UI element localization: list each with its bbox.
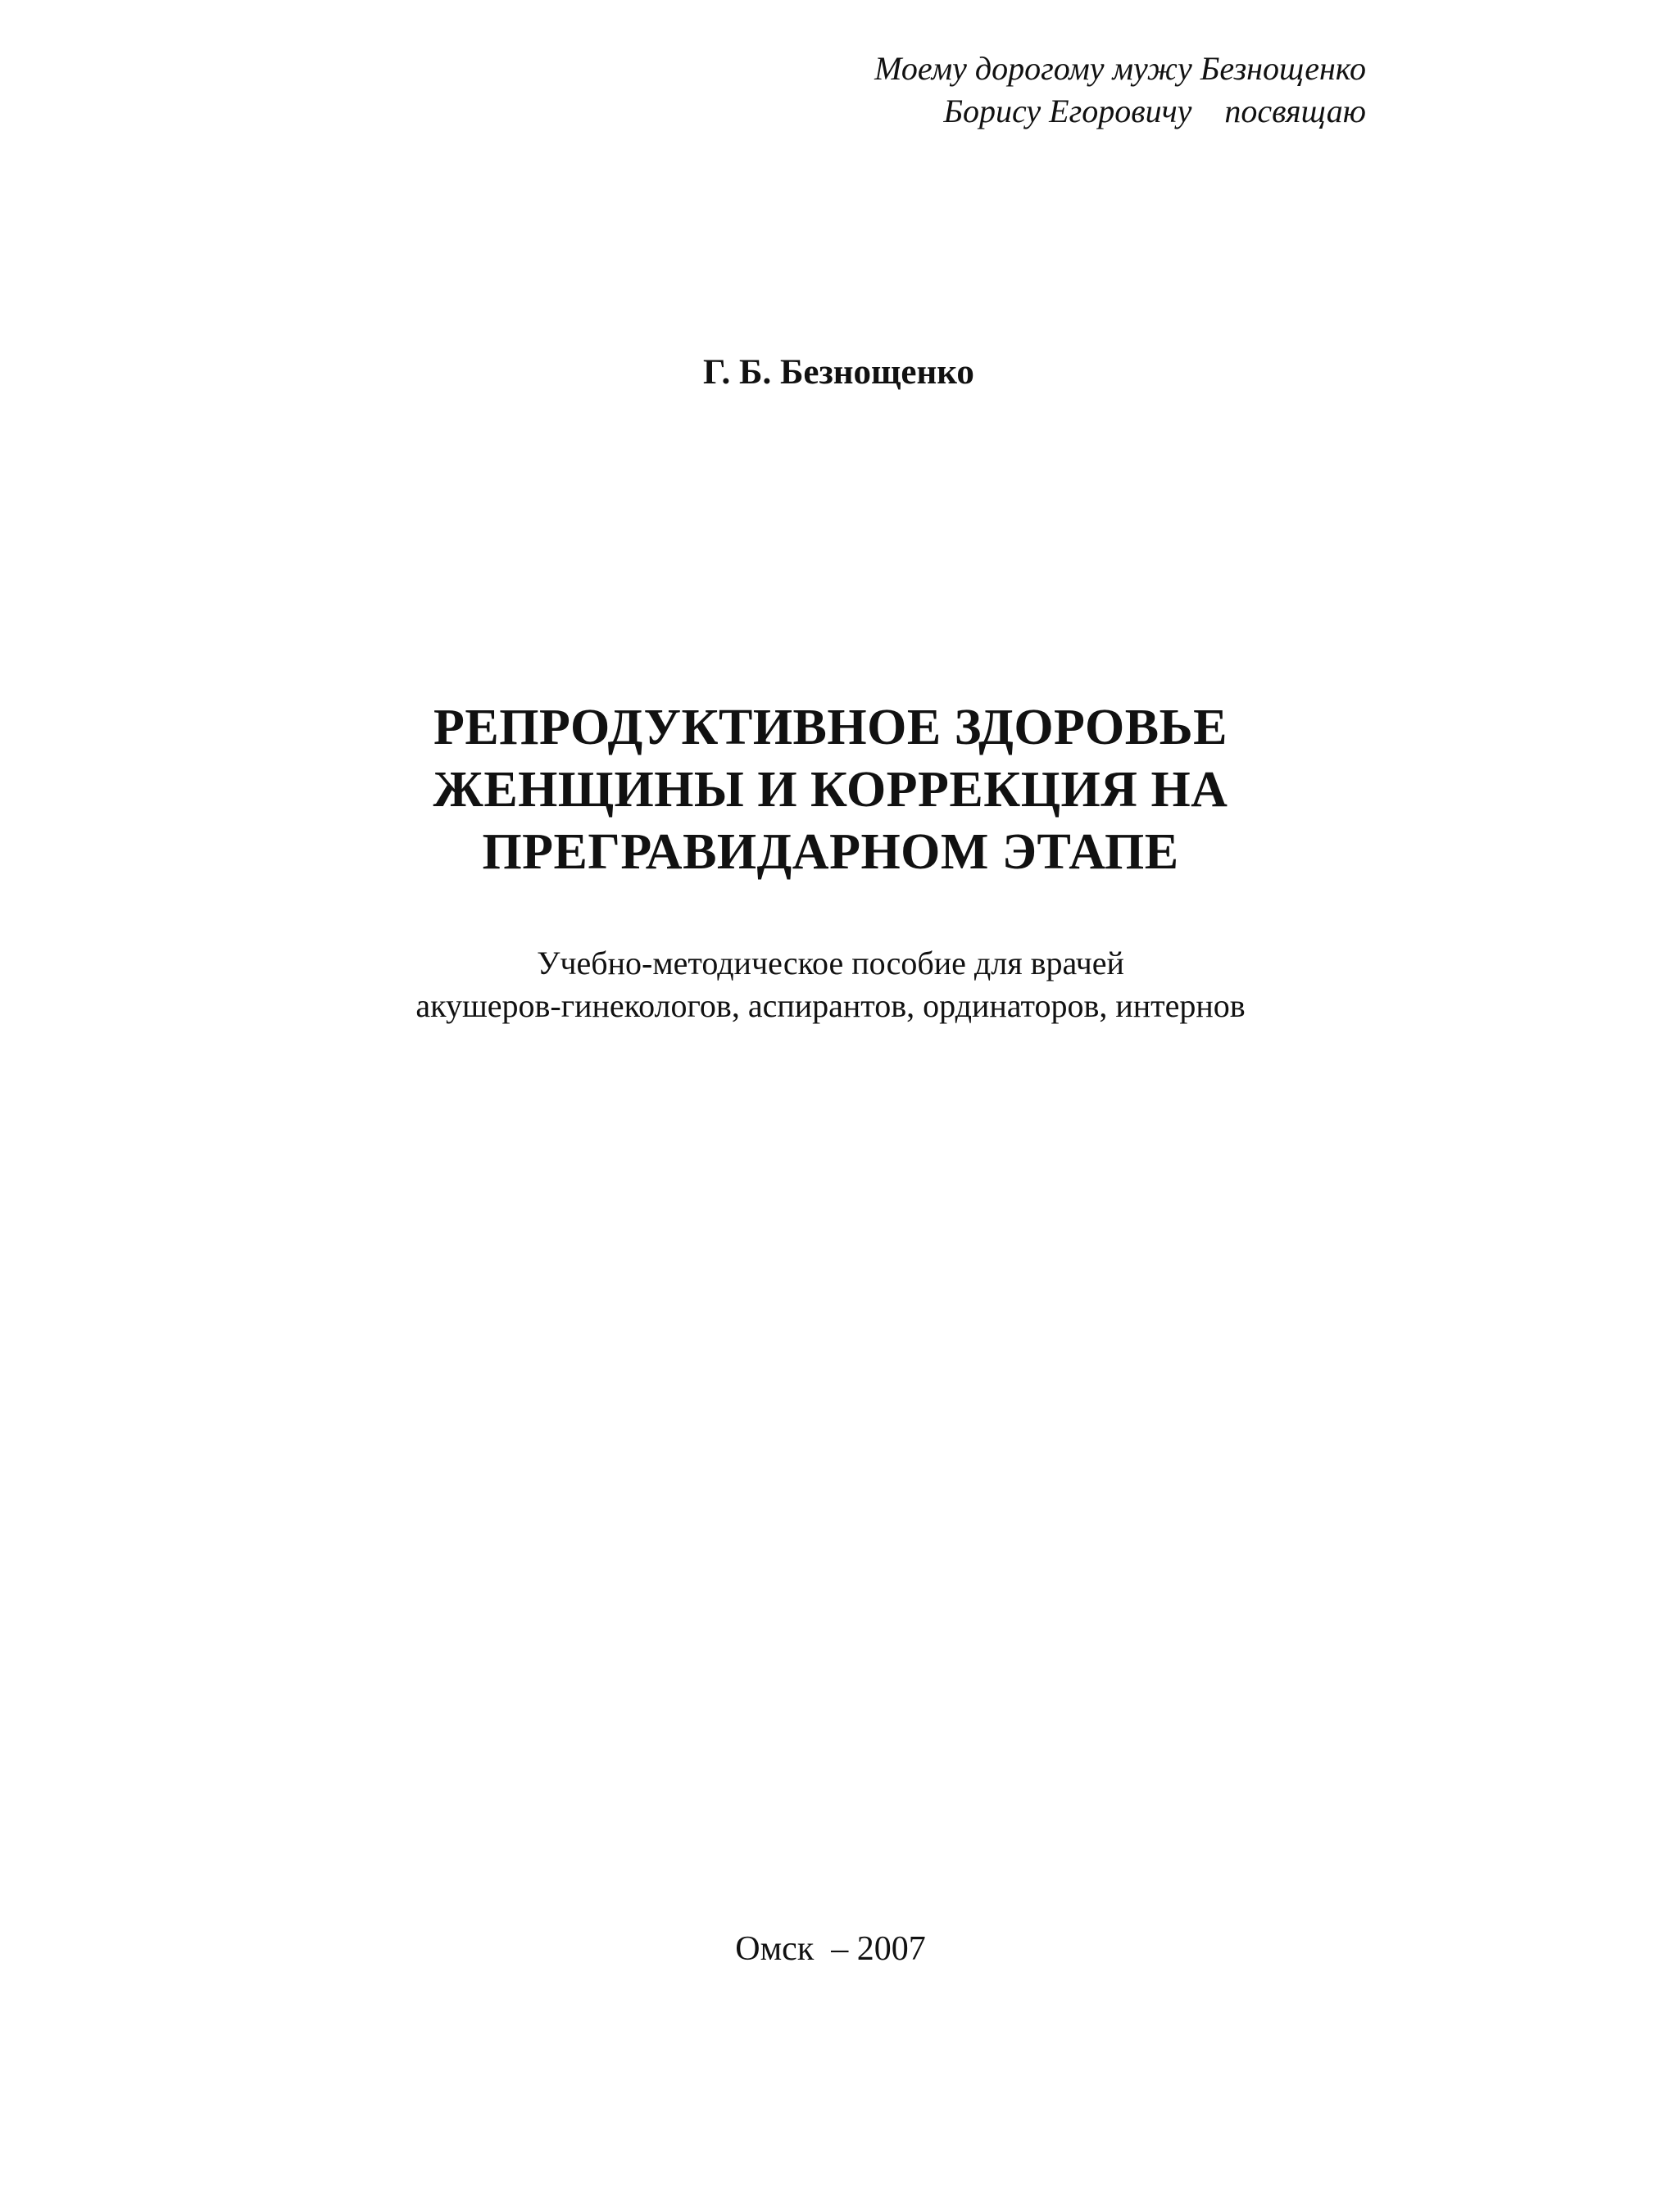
dedication-line-1: Моему дорогому мужу Безнощенко bbox=[874, 50, 1366, 87]
subtitle-line-2: акушеров-гинекологов, аспирантов, ординаторов, интернов bbox=[415, 987, 1246, 1024]
title-line-1: РЕПРОДУКТИВНОЕ ЗДОРОВЬЕ bbox=[433, 700, 1228, 755]
book-subtitle bbox=[0, 942, 1661, 1027]
dedication-line-2: Борису Егоровичу посвящаю bbox=[943, 93, 1366, 129]
dedication bbox=[874, 48, 1366, 133]
title-line-2: ЖЕНЩИНЫ И КОРРЕКЦИЯ НА bbox=[433, 762, 1228, 818]
subtitle-line-1: Учебно-методическое пособие для врачей bbox=[537, 945, 1124, 981]
author-name: Г. Б. Безнощенко bbox=[703, 353, 974, 392]
imprint-city-year: Омск – 2007 bbox=[735, 1930, 926, 1968]
book-title bbox=[0, 696, 1661, 883]
title-line-3: ПРЕГРАВИДАРНОМ ЭТАПЕ bbox=[482, 824, 1179, 880]
